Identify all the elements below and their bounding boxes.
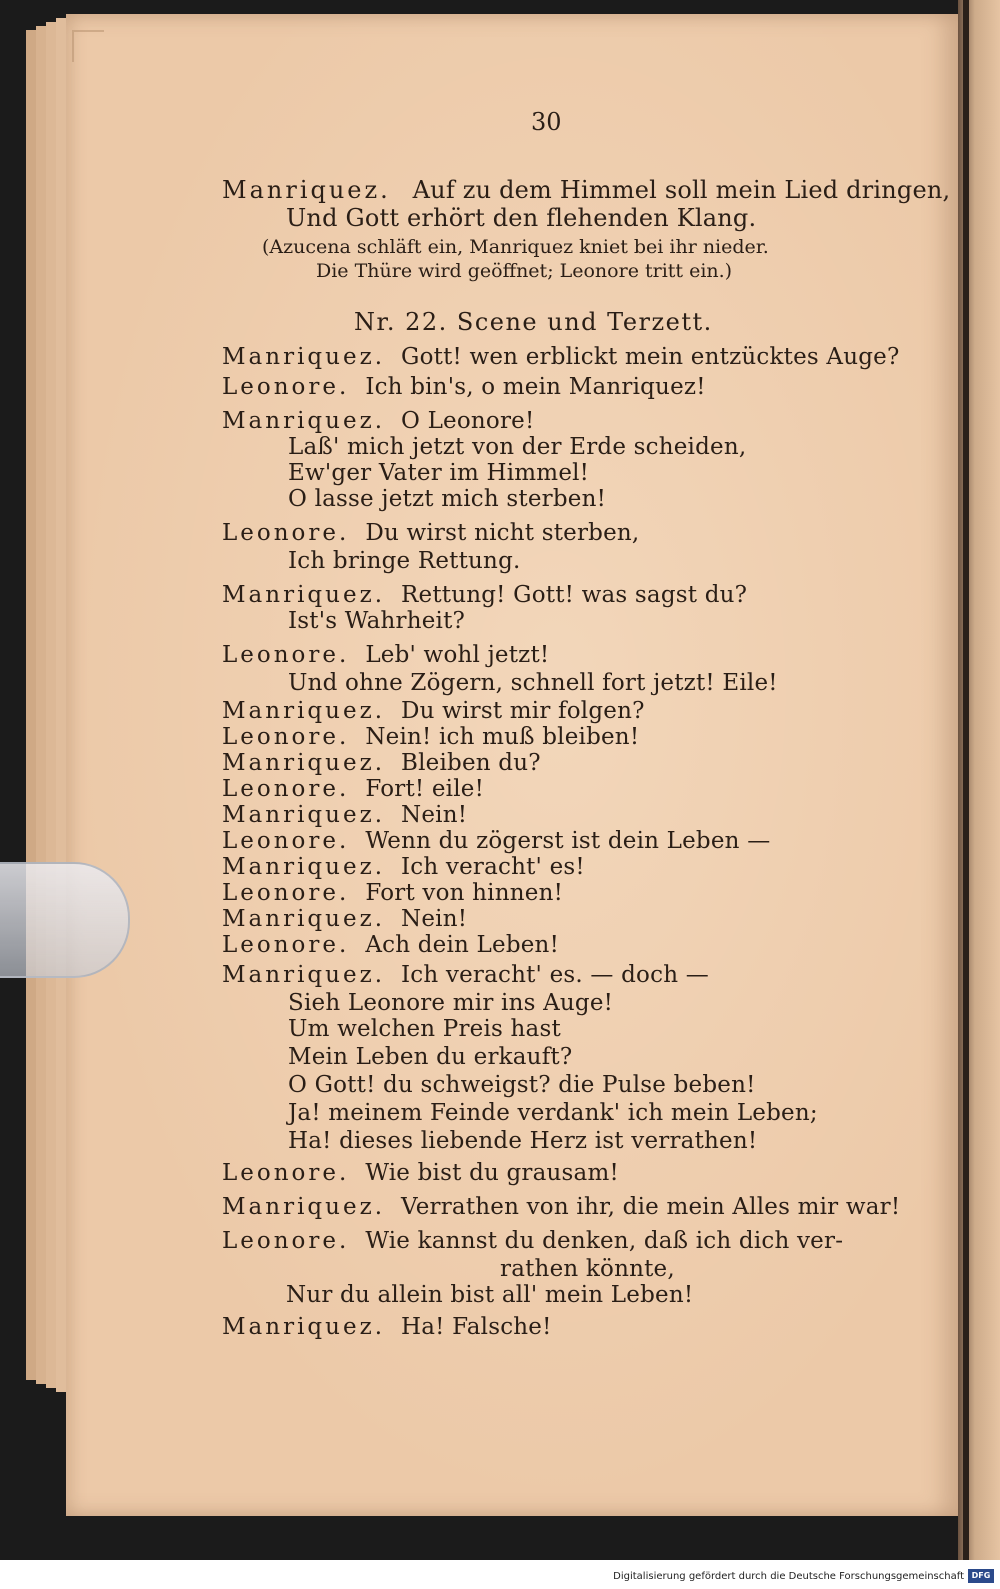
- speaker-name: Leonore.: [222, 724, 350, 750]
- dialogue-line: [222, 374, 706, 400]
- dialogue-line: [222, 582, 747, 608]
- verse-text: Ew'ger Vater im Himmel!: [288, 460, 590, 486]
- speaker-name: Leonore.: [222, 880, 350, 906]
- speaker-name: Manriquez.: [222, 802, 386, 828]
- dialogue-line: [288, 990, 613, 1016]
- verse-text: Fort! eile!: [365, 776, 485, 802]
- verse-text: Ach dein Leben!: [365, 932, 560, 958]
- page-clip: [0, 862, 130, 978]
- dialogue-line: [500, 1256, 675, 1282]
- verse-text: Ist's Wahrheit?: [288, 608, 466, 634]
- dialogue-line: [222, 1228, 843, 1254]
- verse-text: Rettung! Gott! was sagst du?: [401, 582, 748, 608]
- speaker-name: Manriquez.: [222, 1314, 386, 1340]
- speaker-name: Manriquez.: [222, 176, 391, 204]
- verse-text: Und ohne Zögern, schnell fort jetzt! Eile!: [288, 670, 778, 696]
- verse-text: rathen könnte,: [500, 1256, 675, 1282]
- verse-text: Leb' wohl jetzt!: [365, 642, 550, 668]
- speaker-name: Manriquez.: [222, 962, 386, 988]
- verse-text: Wie bist du grausam!: [365, 1160, 619, 1186]
- footer-credit: Digitalisierung gefördert durch die Deutsche Forschungsgemeinschaft: [613, 1571, 964, 1582]
- dialogue-line: [222, 750, 541, 776]
- verse-text: Laß' mich jetzt von der Erde scheiden,: [288, 434, 747, 460]
- verse-text: Nein!: [401, 802, 468, 828]
- intro-line: [286, 204, 756, 232]
- verse-text: Verrathen von ihr, die mein Alles mir war!: [401, 1194, 901, 1220]
- speaker-name: Leonore.: [222, 1160, 350, 1186]
- stage-direction: (Azucena schläft ein, Manriquez kniet bei ihr nieder.: [262, 236, 769, 258]
- dialogue-line: [288, 1044, 572, 1070]
- speaker-name: Manriquez.: [222, 698, 386, 724]
- dialogue-line: [222, 1314, 552, 1340]
- verse-text: Nur du allein bist all' mein Leben!: [286, 1282, 694, 1308]
- page-corner-mark: [72, 30, 104, 62]
- dialogue-line: [288, 548, 521, 574]
- verse-text: Und Gott erhört den flehenden Klang.: [286, 204, 757, 232]
- verse-text: Ja! meinem Feinde verdank' ich mein Leben;: [288, 1100, 818, 1126]
- verse-text: Sieh Leonore mir ins Auge!: [288, 990, 614, 1016]
- verse-text: Nein! ich muß bleiben!: [365, 724, 640, 750]
- speaker-name: Leonore.: [222, 932, 350, 958]
- dialogue-line: [222, 962, 709, 988]
- dfg-logo: DFG: [968, 1569, 994, 1583]
- speaker-name: Manriquez.: [222, 854, 386, 880]
- speaker-name: Manriquez.: [222, 344, 386, 370]
- dialogue-line: [222, 344, 899, 370]
- verse-text: Du wirst mir folgen?: [401, 698, 645, 724]
- verse-text: Ich veracht' es!: [401, 854, 585, 880]
- dialogue-line: [288, 1100, 818, 1126]
- speaker-name: Manriquez.: [222, 1194, 386, 1220]
- dialogue-line: [222, 906, 467, 932]
- dialogue-line: [288, 1016, 561, 1042]
- dialogue-line: [222, 880, 563, 906]
- verse-text: Gott! wen erblickt mein entzücktes Auge?: [401, 344, 900, 370]
- verse-text: Ich bin's, o mein Manriquez!: [365, 374, 706, 400]
- dialogue-line: [288, 434, 746, 460]
- speaker-name: Manriquez.: [222, 906, 386, 932]
- verse-text: Um welchen Preis hast: [288, 1016, 561, 1042]
- dialogue-line: [222, 408, 534, 434]
- verse-text: Wenn du zögerst ist dein Leben —: [365, 828, 771, 854]
- intro-line: [222, 176, 950, 204]
- speaker-name: Leonore.: [222, 776, 350, 802]
- speaker-name: Manriquez.: [222, 408, 386, 434]
- verse-text: Bleiben du?: [401, 750, 541, 776]
- dialogue-line: [222, 724, 639, 750]
- dialogue-line: [222, 1194, 900, 1220]
- verse-text: Fort von hinnen!: [365, 880, 564, 906]
- verse-text: Ha! dieses liebende Herz ist verrathen!: [288, 1128, 758, 1154]
- speaker-name: Leonore.: [222, 828, 350, 854]
- dialogue-line: [288, 460, 589, 486]
- dialogue-line: [222, 854, 585, 880]
- dialogue-line: [288, 1072, 756, 1098]
- verse-text: Ich bringe Rettung.: [288, 548, 521, 574]
- dialogue-line: [222, 520, 639, 546]
- verse-text: Auf zu dem Himmel soll mein Lied dringen,: [412, 176, 951, 204]
- verse-text: O Leonore!: [401, 408, 535, 434]
- dialogue-line: [222, 776, 484, 802]
- speaker-name: Leonore.: [222, 374, 350, 400]
- stage-direction: Die Thüre wird geöffnet; Leonore tritt ein.): [316, 260, 733, 282]
- verse-text: Ha! Falsche!: [401, 1314, 552, 1340]
- verse-text: Du wirst nicht sterben,: [365, 520, 640, 546]
- speaker-name: Manriquez.: [222, 750, 386, 776]
- dialogue-line: [222, 642, 549, 668]
- page-number: 30: [531, 108, 562, 136]
- verse-text: Ich veracht' es. — doch —: [401, 962, 709, 988]
- dialogue-line: [288, 486, 606, 512]
- verse-text: Mein Leben du erkauft?: [288, 1044, 573, 1070]
- verse-text: Wie kannst du denken, daß ich dich ver-: [365, 1228, 844, 1254]
- book-gutter-shadow: [963, 0, 969, 1560]
- speaker-name: Manriquez.: [222, 582, 386, 608]
- speaker-name: Leonore.: [222, 1228, 350, 1254]
- dialogue-line: [288, 1128, 757, 1154]
- speaker-name: Leonore.: [222, 642, 350, 668]
- dialogue-line: [222, 828, 770, 854]
- speaker-name: Leonore.: [222, 520, 350, 546]
- dialogue-line: [222, 932, 559, 958]
- dialogue-line: [288, 608, 465, 634]
- verse-text: Nein!: [401, 906, 468, 932]
- dialogue-line: [222, 1160, 619, 1186]
- dialogue-line: [222, 802, 467, 828]
- dialogue-line: [222, 698, 645, 724]
- dialogue-line: [286, 1282, 693, 1308]
- dialogue-line: [288, 670, 778, 696]
- verse-text: O Gott! du schweigst? die Pulse beben!: [288, 1072, 756, 1098]
- verse-text: O lasse jetzt mich sterben!: [288, 486, 607, 512]
- scene-heading: Nr. 22. Scene und Terzett.: [354, 308, 713, 336]
